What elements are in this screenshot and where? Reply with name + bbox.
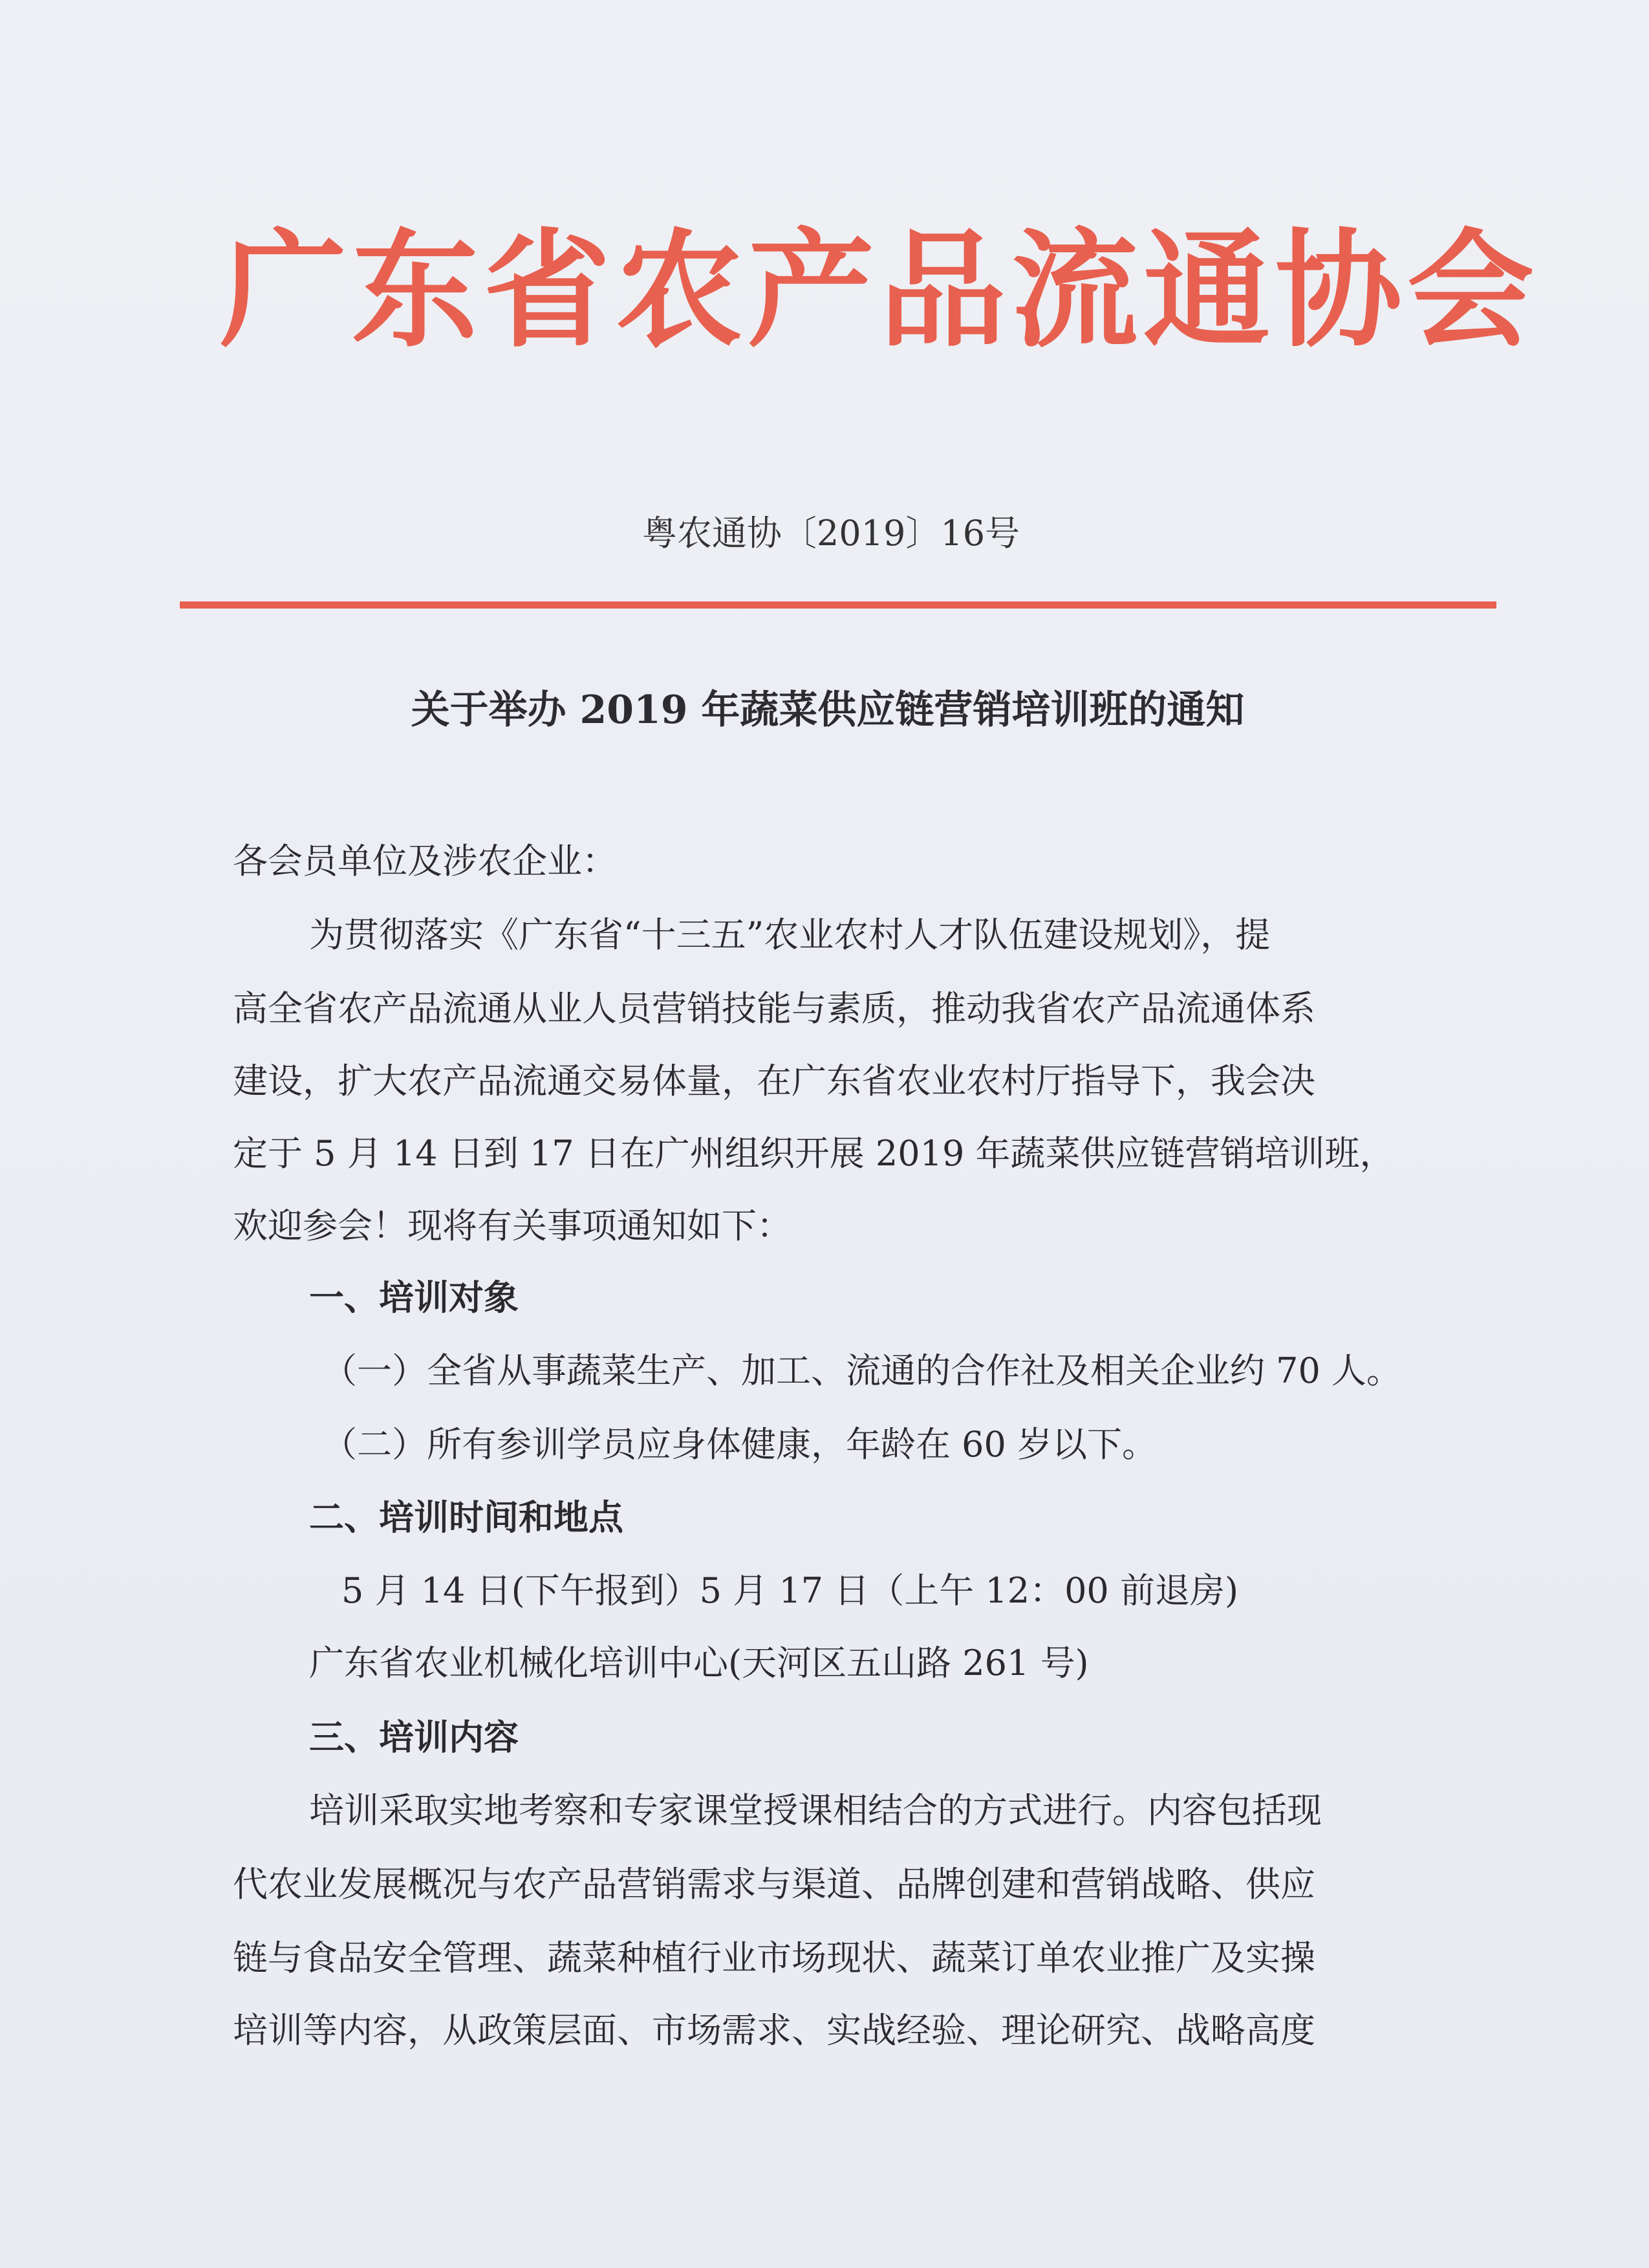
document-number: 粤农通协〔2019〕16号 <box>641 513 1020 554</box>
salutation: 各会员单位及涉农企业： <box>233 841 617 881</box>
section-heading-content: 三、培训内容 <box>309 1716 519 1758</box>
section-item: （二）所有参训学员应身体健康，年龄在 60 岁以下。 <box>322 1424 1158 1465</box>
training-place: 广东省农业机械化培训中心(天河区五山路 261 号) <box>309 1643 1089 1683</box>
document-title: 关于举办 2019 年蔬菜供应链营销培训班的通知 <box>411 687 1245 733</box>
organization-masthead: 广东省农产品流通协会 <box>220 217 1540 365</box>
section-heading-training-target: 一、培训对象 <box>309 1277 519 1318</box>
intro-line: 建设，扩大农产品流通交易体量，在广东省农业农村厅指导下，我会决 <box>233 1061 1315 1101</box>
red-divider-line <box>180 601 1496 609</box>
content-line: 培训等内容，从政策层面、市场需求、实战经验、理论研究、战略高度 <box>233 2010 1315 2051</box>
content-line: 链与食品安全管理、蔬菜种植行业市场现状、蔬菜订单农业推广及实操 <box>233 1938 1315 1978</box>
section-heading-time-place: 二、培训时间和地点 <box>309 1496 623 1538</box>
intro-line: 为贯彻落实《广东省“十三五”农业农村人才队伍建设规划》，提 <box>309 914 1271 955</box>
intro-line: 欢迎参会！现将有关事项通知如下： <box>233 1205 792 1246</box>
content-line: 培训采取实地考察和专家课堂授课相结合的方式进行。内容包括现 <box>309 1790 1322 1831</box>
intro-line: 高全省农产品流通从业人员营销技能与素质，推动我省农产品流通体系 <box>233 988 1315 1029</box>
content-line: 代农业发展概况与农产品营销需求与渠道、品牌创建和营销战略、供应 <box>233 1864 1315 1905</box>
training-time: 5 月 14 日(下午报到）5 月 17 日（上午 12：00 前退房) <box>341 1570 1239 1611</box>
intro-line: 定于 5 月 14 日到 17 日在广州组织开展 2019 年蔬菜供应链营销培训班， <box>233 1133 1395 1174</box>
section-item: （一）全省从事蔬菜生产、加工、流通的合作社及相关企业约 70 人。 <box>322 1350 1402 1391</box>
